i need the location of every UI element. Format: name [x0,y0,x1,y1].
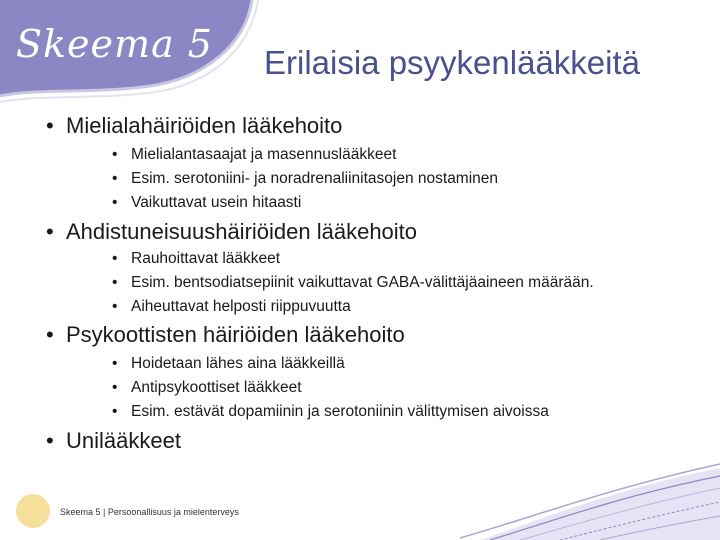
bullet-icon: • [112,274,118,291]
slide-title: Erilaisia psyykenlääkkeitä [264,44,641,81]
bullet-icon: • [46,219,54,244]
bullet-icon: • [112,379,118,396]
bullet-icon: • [46,113,54,138]
bullet-icon: • [112,298,118,315]
list-item: • Esim. bentsodiatsepiinit vaikuttavat GABA-välittäjäaineen määrään. [112,274,594,291]
section-heading: • Psykoottisten häiriöiden lääkehoito [46,322,405,347]
bullet-icon: • [46,428,54,453]
list-item: • Mielialantasaajat ja masennuslääkkeet [112,146,397,163]
list-item: • Esim. estävät dopamiinin ja serotoniinin välittymisen aivoissa [112,403,549,420]
list-item: • Aiheuttavat helposti riippuvuutta [112,298,351,315]
bullet-icon: • [112,250,118,267]
list-item: • Hoidetaan lähes aina lääkkeillä [112,355,345,372]
list-item: • Esim. serotoniini- ja noradrenaliinitasojen nostaminen [112,170,499,187]
bullet-icon: • [112,170,118,187]
bullet-icon: • [112,146,118,163]
section-heading: • Unilääkkeet [46,428,181,453]
bullet-icon: • [112,355,118,372]
list-item: • Antipsykoottiset lääkkeet [112,379,302,396]
section-heading: • Ahdistuneisuushäiriöiden lääkehoito [46,219,418,244]
footer-logo-circle [16,494,50,528]
footer-decoration [460,460,720,540]
list-item: • Rauhoittavat lääkkeet [112,250,281,267]
brand-logo: Skeema 5 [16,22,213,66]
bullet-icon: • [112,403,118,420]
footer-text: Skeema 5 | Persoonallisuus ja mielenterveys [60,507,239,517]
list-item: • Vaikuttavat usein hitaasti [112,194,302,211]
bullet-icon: • [112,194,118,211]
section-heading: • Mielialahäiriöiden lääkehoito [46,113,343,138]
bullet-icon: • [46,322,54,347]
